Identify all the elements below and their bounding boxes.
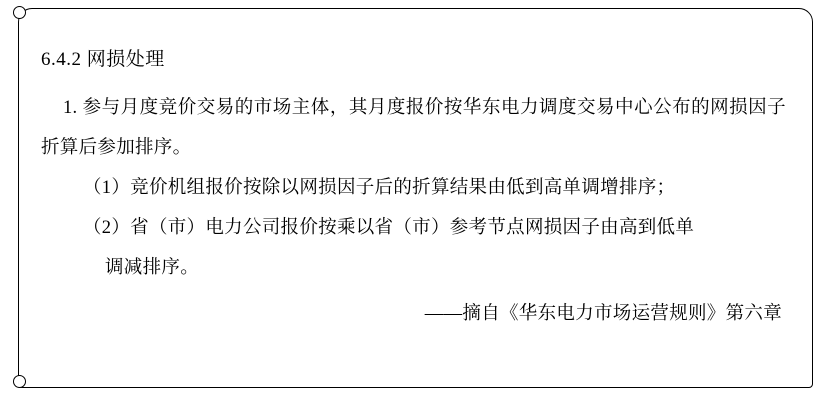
sub-item-2-continuation: 调减排序。	[105, 257, 200, 278]
sub-item-2-marker: （2）	[83, 217, 131, 238]
sub-item-1-marker: （1）	[83, 177, 131, 198]
frame-connector-bottom-icon	[13, 375, 26, 388]
excerpt-body	[19, 9, 814, 389]
source-attribution: ——摘自《华东电力市场运营规则》第六章	[424, 303, 782, 324]
excerpt-frame	[18, 8, 813, 388]
sub-item-1	[41, 168, 788, 208]
sub-item-1-text: 竞价机组报价按除以网损因子后的折算结果由低到高单调增排序；	[130, 177, 676, 198]
sub-item-2-text: 省（市）电力公司报价按乘以省（市）参考节点网损因子由高到低单	[130, 217, 695, 238]
section-heading: 6.4.2 网损处理	[41, 49, 165, 70]
frame-connector-top-icon	[13, 6, 26, 19]
numbered-item-1: 1. 参与月度竞价交易的市场主体，其月度报价按华东电力调度交易中心公布的网损因子折算后参加排序。	[41, 97, 786, 158]
sub-item-2	[41, 208, 788, 288]
